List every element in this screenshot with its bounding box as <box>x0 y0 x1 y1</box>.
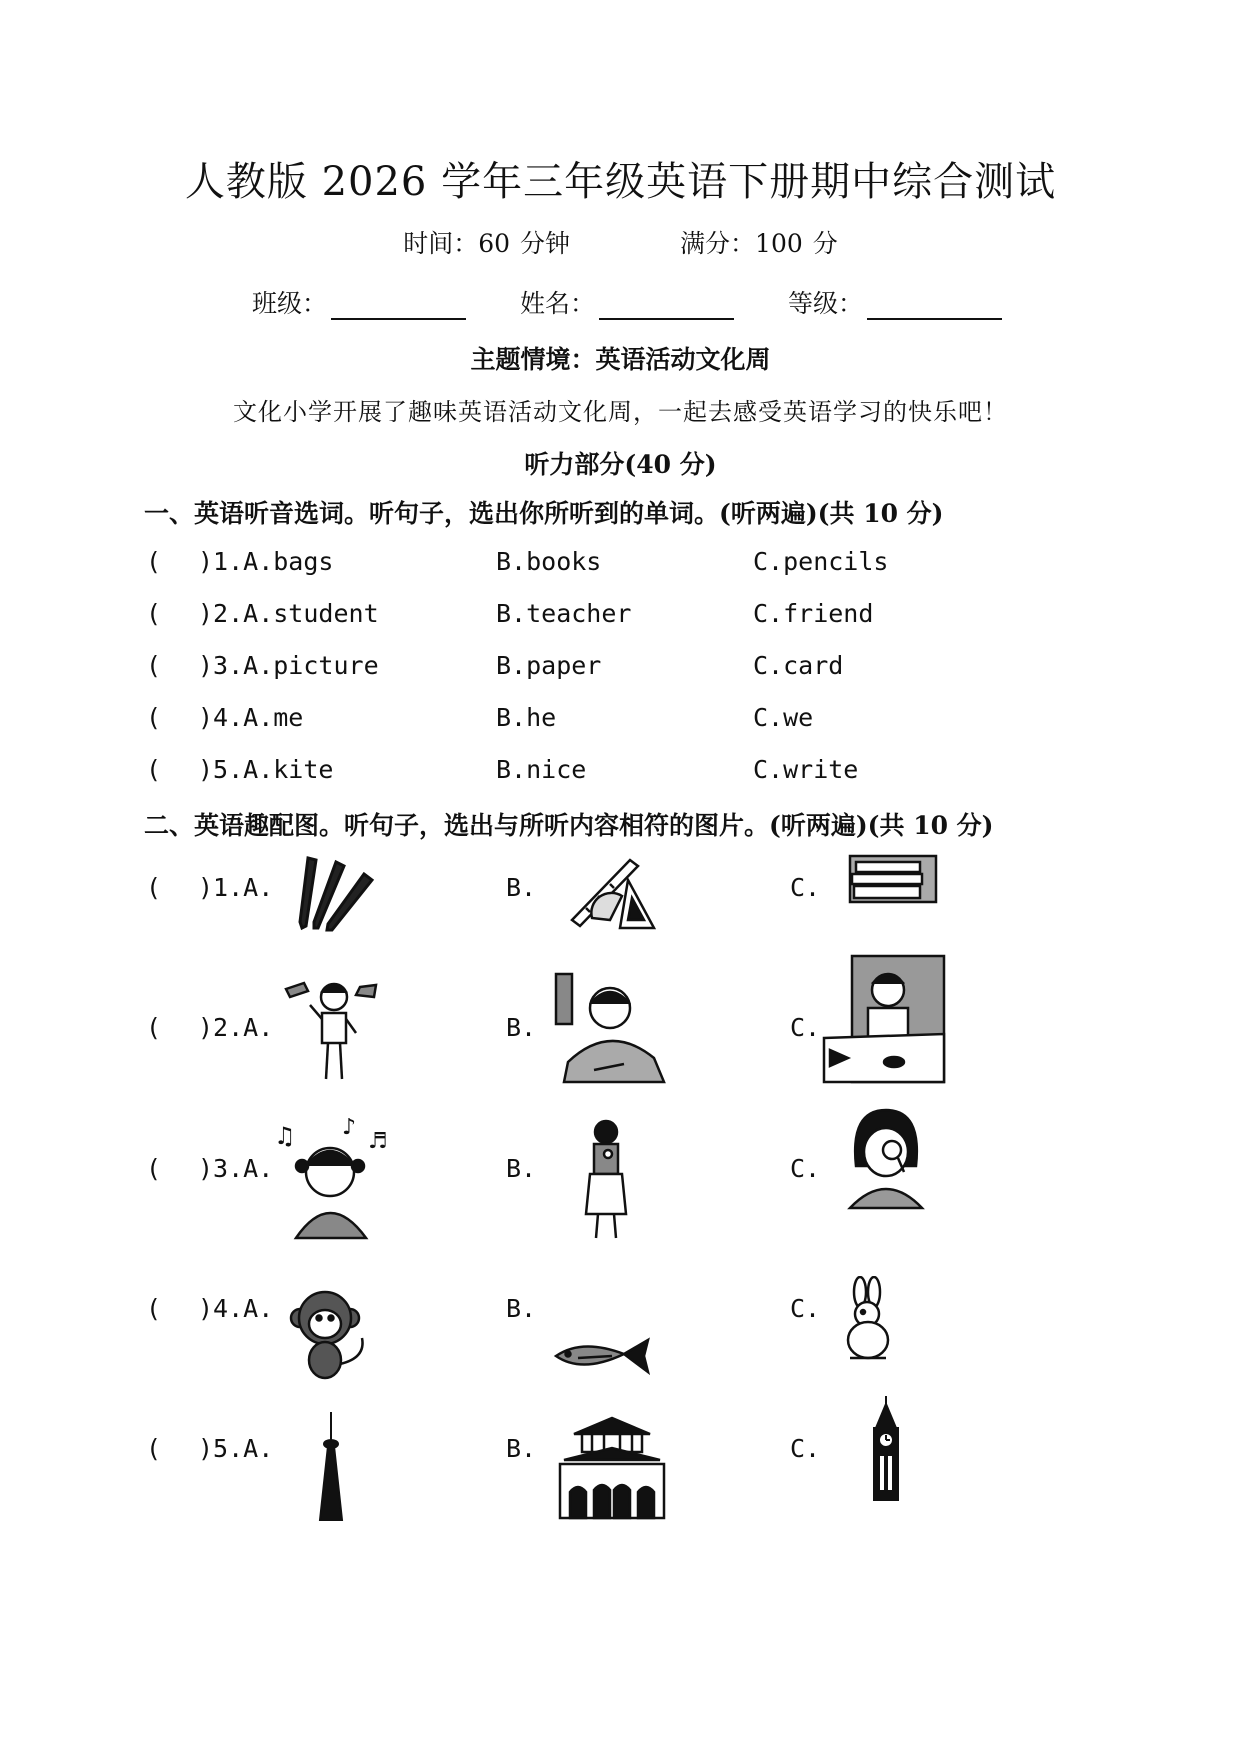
option-c: C.friend <box>753 599 874 628</box>
svg-text:♬: ♬ <box>368 1129 388 1154</box>
fish-icon[interactable] <box>552 1336 652 1376</box>
option-b: B.nice <box>496 755 587 784</box>
class-blank[interactable] <box>331 294 466 320</box>
exam-meta <box>0 224 1241 260</box>
cn-tower-icon[interactable] <box>316 1410 346 1522</box>
option-b: B.paper <box>496 651 602 680</box>
option-a: )4.A.me <box>198 703 304 732</box>
girl-singing-icon[interactable] <box>578 1118 634 1242</box>
option-a: )3.A.picture <box>198 651 379 680</box>
page-title: 人教版 2026 学年三年级英语下册期中综合测试 <box>184 159 1057 205</box>
option-b: B.books <box>496 547 602 576</box>
answer-paren[interactable]: ( <box>146 547 162 576</box>
section1-heading: 一、英语听音选词。听句子，选出你所听到的单词。(听两遍)(共 10 分) <box>144 499 944 528</box>
option-c-label: C. <box>790 873 821 902</box>
answer-paren[interactable]: ( <box>146 1154 162 1183</box>
time-label: 时间：60 分钟 <box>403 229 571 258</box>
option-a-label: )3.A. <box>198 1154 274 1183</box>
grade-blank[interactable] <box>867 294 1002 320</box>
books-icon[interactable] <box>848 854 938 906</box>
pencils-icon[interactable] <box>296 856 376 932</box>
boy-singing-icon[interactable] <box>284 975 380 1085</box>
option-b: B.teacher <box>496 599 632 628</box>
option-a: )1.A.bags <box>198 547 334 576</box>
name-label: 姓名： <box>520 289 596 318</box>
option-c: C.card <box>753 651 844 680</box>
answer-paren[interactable]: ( <box>146 873 162 902</box>
option-b: B.he <box>496 703 557 732</box>
name-blank[interactable] <box>599 294 734 320</box>
option-a-label: )5.A. <box>198 1434 274 1463</box>
boy-crafting-icon[interactable] <box>822 954 946 1084</box>
score-label: 满分：100 分 <box>680 229 838 258</box>
theme-heading: 主题情境：英语活动文化周 <box>470 345 771 374</box>
student-info <box>252 284 1002 320</box>
grade-label: 等级： <box>788 289 864 318</box>
answer-paren[interactable]: ( <box>146 1294 162 1323</box>
answer-paren[interactable]: ( <box>146 1434 162 1463</box>
svg-text:♪: ♪ <box>342 1118 357 1140</box>
option-c-label: C. <box>790 1294 821 1323</box>
option-b-label: B. <box>506 1154 537 1183</box>
option-a: )5.A.kite <box>198 755 334 784</box>
intro-text: 文化小学开展了趣味英语活动文化周，一起去感受英语学习的快乐吧！ <box>233 398 1008 426</box>
option-a-label: )1.A. <box>198 873 274 902</box>
option-b-label: B. <box>506 1013 537 1042</box>
option-c-label: C. <box>790 1013 821 1042</box>
girl-magnifier-icon[interactable] <box>846 1106 926 1210</box>
rabbit-icon[interactable] <box>838 1276 898 1362</box>
section2-heading: 二、英语趣配图。听句子，选出与所听内容相符的图片。(听两遍)(共 10 分) <box>144 811 994 840</box>
answer-paren[interactable]: ( <box>146 1013 162 1042</box>
option-c-label: C. <box>790 1154 821 1183</box>
answer-paren[interactable]: ( <box>146 755 162 784</box>
option-c: C.pencils <box>753 547 889 576</box>
answer-paren[interactable]: ( <box>146 651 162 680</box>
tiananmen-icon[interactable] <box>556 1414 668 1520</box>
boy-drawing-icon[interactable] <box>554 972 672 1090</box>
monkey-icon[interactable] <box>288 1288 370 1380</box>
option-c: C.we <box>753 703 814 732</box>
option-a-label: )2.A. <box>198 1013 274 1042</box>
option-a-label: )4.A. <box>198 1294 274 1323</box>
option-b-label: B. <box>506 1294 537 1323</box>
ruler-set-icon[interactable] <box>570 858 660 930</box>
svg-text:♫: ♫ <box>274 1122 296 1150</box>
big-ben-icon[interactable] <box>866 1394 906 1502</box>
option-b-label: B. <box>506 873 537 902</box>
listening-part-heading: 听力部分(40 分) <box>524 450 717 479</box>
answer-paren[interactable]: ( <box>146 703 162 732</box>
girl-music-icon[interactable] <box>272 1118 392 1240</box>
class-label: 班级： <box>252 289 328 318</box>
option-b-label: B. <box>506 1434 537 1463</box>
option-c: C.write <box>753 755 859 784</box>
option-c-label: C. <box>790 1434 821 1463</box>
answer-paren[interactable]: ( <box>146 599 162 628</box>
option-a: )2.A.student <box>198 599 379 628</box>
